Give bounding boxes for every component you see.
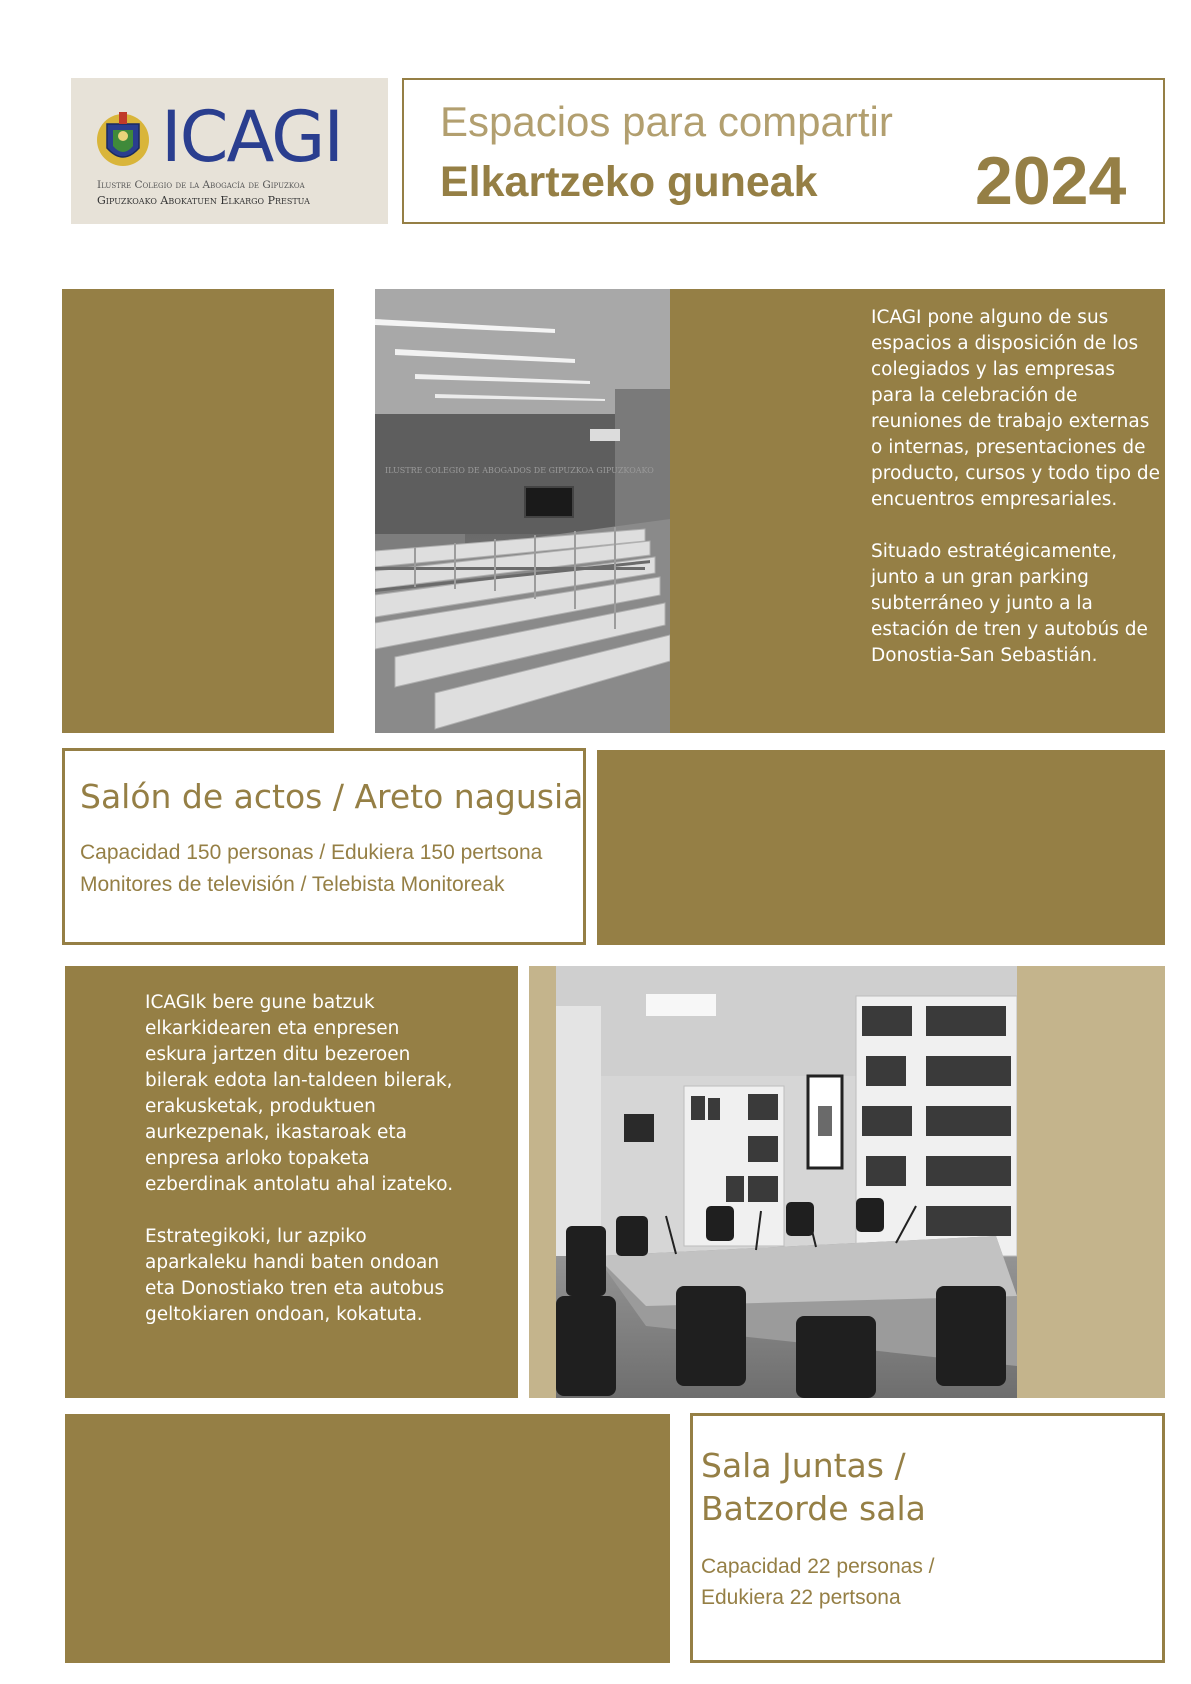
gold-panel-intro-es xyxy=(670,289,1165,733)
auditorium-illustration xyxy=(375,289,670,733)
intro-eu-paragraph-2: Estrategikoki, lur azpiko aparkaleku handi baten ondoan eta Donostiako tren eta autobus geltokiaren ondoan, kokatuta. xyxy=(145,1226,445,1325)
auditorium-banner-text: ILUSTRE COLEGIO DE ABOGADOS DE GIPUZKOA GIPUZKOAKO xyxy=(385,466,654,475)
gold-panel-bottom xyxy=(65,1414,670,1663)
title-basque: Elkartzeko guneak xyxy=(440,158,818,206)
salon-title: Salón de actos / Areto nagusia xyxy=(80,777,584,816)
meeting-room-illustration xyxy=(556,966,1017,1398)
light-gold-band-right xyxy=(1017,966,1165,1398)
logo-subtitle-es: Ilustre Colegio de la Abogacía de Gipuzkoa xyxy=(97,179,305,191)
sala-info-box xyxy=(690,1413,1165,1663)
intro-eu-paragraph-1: ICAGIk bere gune batzuk elkarkidearen eta enpresen eskura jartzen ditu bezeroen bilerak edota lan-taldeen bilerak, erakusketak, produktuen aurkezpenak, ikastaroak eta enpresa arloko topaketa ezberdinak antolatu ahal izateko. xyxy=(145,992,454,1195)
logo-wordmark: ICAGI xyxy=(161,96,343,178)
sala-title-es: Sala Juntas / xyxy=(701,1446,906,1485)
gold-panel-right xyxy=(597,750,1165,945)
logo-subtitle-eu: Gipuzkoako Abokatuen Elkargo Prestua xyxy=(97,194,310,207)
salon-info-box xyxy=(62,748,586,945)
salon-capacity: Capacidad 150 personas / Edukiera 150 pertsona xyxy=(80,841,543,864)
sala-capacity-eu: Edukiera 22 pertsona xyxy=(701,1586,901,1609)
meeting-room-photo xyxy=(556,966,1017,1398)
logo-box xyxy=(71,78,388,224)
auditorium-photo xyxy=(375,289,670,733)
title-box xyxy=(402,78,1165,224)
intro-es-text xyxy=(871,305,1161,695)
intro-es-paragraph-1: ICAGI pone alguno de sus espacios a disposición de los colegiados y las empresas para la celebración de reuniones de trabajo externas o internas, presentaciones de producto, cursos y todo tipo de encuentros empresariales. xyxy=(871,307,1161,510)
title-year: 2024 xyxy=(975,143,1127,219)
salon-monitors: Monitores de televisión / Telebista Monitoreak xyxy=(80,873,505,896)
light-gold-band-left xyxy=(529,966,556,1398)
intro-eu-text xyxy=(145,990,465,1354)
sala-capacity-es: Capacidad 22 personas / xyxy=(701,1555,935,1578)
title-spanish: Espacios para compartir xyxy=(440,98,893,145)
sala-title-eu: Batzorde sala xyxy=(701,1489,926,1528)
gold-panel-intro-eu xyxy=(65,966,518,1398)
coat-of-arms-icon xyxy=(95,106,151,174)
gold-panel-left xyxy=(62,289,334,733)
intro-es-paragraph-2: Situado estratégicamente, junto a un gran parking subterráneo y junto a la estación de tren y autobús de Donostia-San Sebastián. xyxy=(871,541,1148,666)
